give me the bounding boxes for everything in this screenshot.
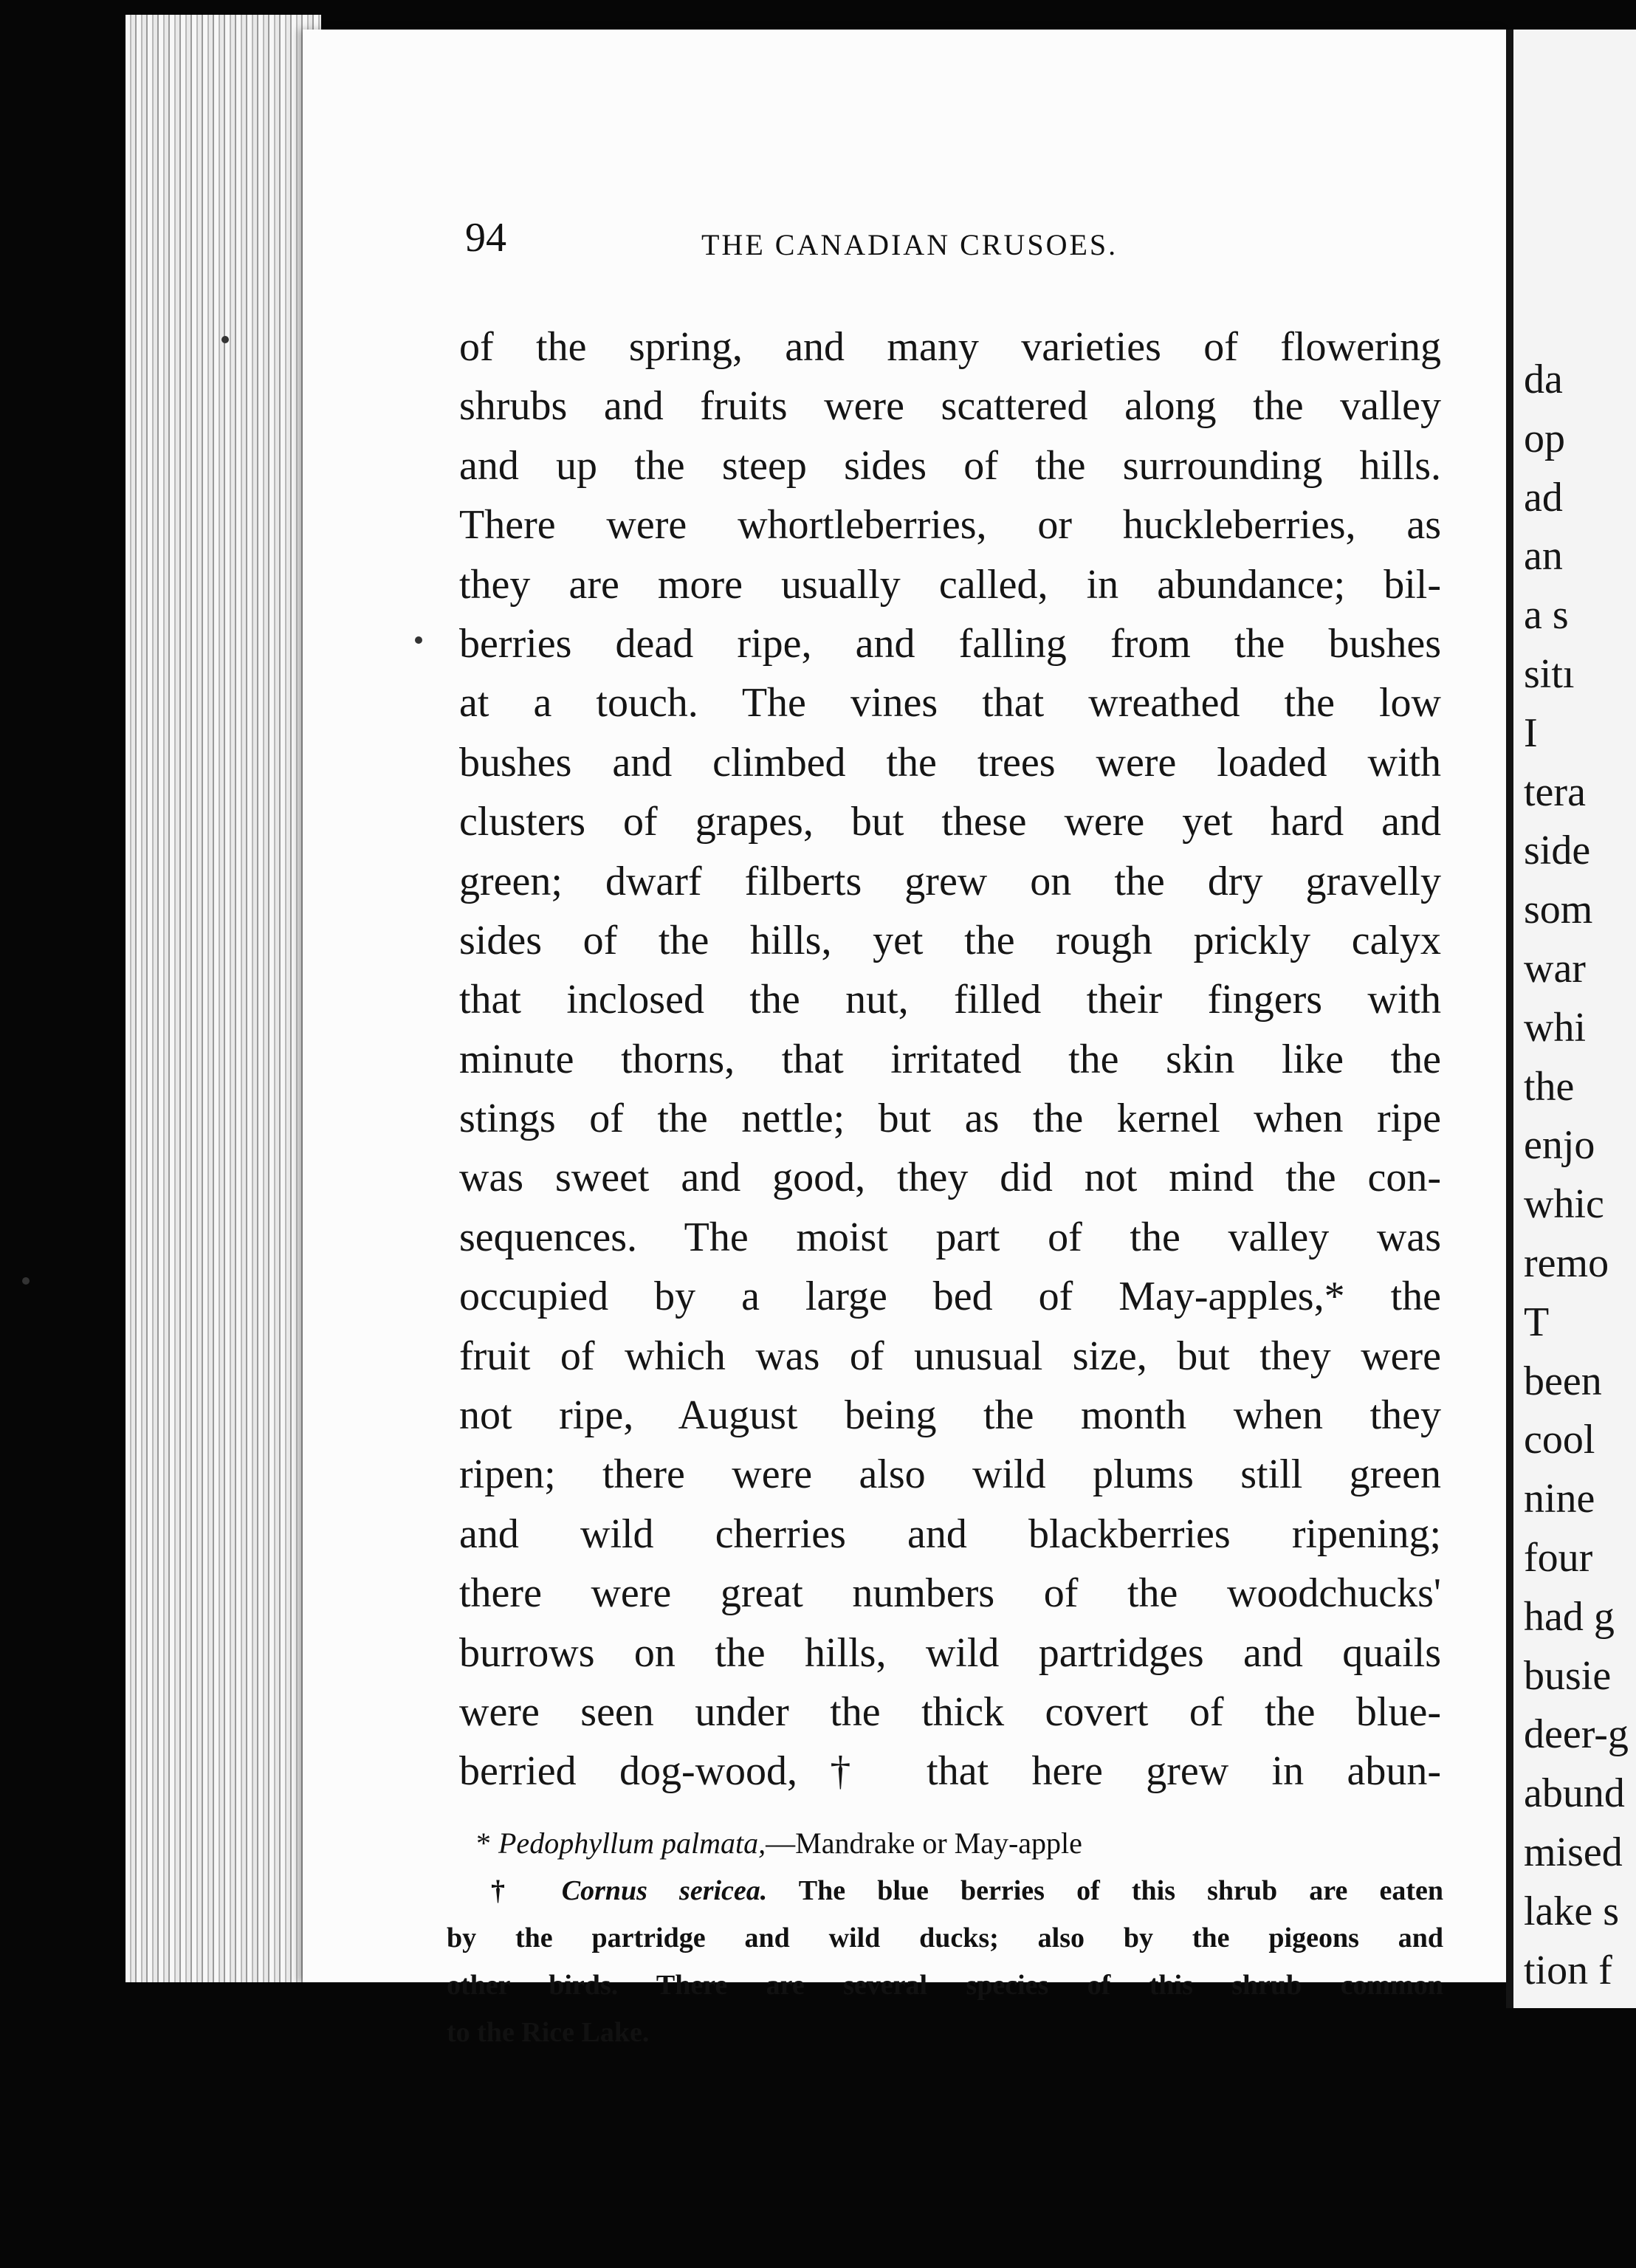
text-line: bushes and climbed the trees were loaded with xyxy=(459,739,1441,786)
page-number: 94 xyxy=(465,215,506,261)
text-fragment: side xyxy=(1524,828,1591,874)
text-line: at a touch. The vines that wreathed the low xyxy=(459,680,1441,726)
book-page-right xyxy=(1506,30,1636,2008)
text-line: occupied by a large bed of May-apples,* the xyxy=(459,1274,1441,1320)
text-fragment: tion f xyxy=(1524,1947,1612,1993)
text-fragment: nine xyxy=(1524,1476,1595,1522)
text-fragment: whic xyxy=(1524,1181,1604,1228)
footnote-term: Cornus sericea. xyxy=(561,1875,768,1906)
footnote-line: to the Rice Lake. xyxy=(447,2017,650,2048)
speck xyxy=(415,636,422,644)
text-fragment: remo xyxy=(1524,1240,1609,1286)
text-line: not ripe, August being the month when they xyxy=(459,1392,1441,1439)
text-fragment: a s xyxy=(1524,592,1569,639)
page-header xyxy=(458,214,1233,273)
text-line: they are more usually called, in abundance; bil- xyxy=(459,561,1441,608)
footnote-line: by the partridge and wild ducks; also by the pigeons and xyxy=(447,1922,1443,1953)
text-fragment: war xyxy=(1524,945,1586,992)
speck xyxy=(22,1277,30,1285)
text-fragment: the xyxy=(1524,1063,1575,1110)
text-fragment: som xyxy=(1524,887,1593,933)
text-line: were seen under the thick covert of the blue- xyxy=(459,1688,1441,1735)
text-line: that inclosed the nut, filled their fingers with xyxy=(459,977,1441,1023)
footnote-term: Pedophyllum palmata, xyxy=(498,1827,766,1860)
text-line: there were great numbers of the woodchucks' xyxy=(459,1570,1441,1617)
footnote-cornus xyxy=(447,1867,1443,1914)
text-line: clusters of grapes, but these were yet hard and xyxy=(459,799,1441,845)
running-head: THE CANADIAN CRUSOES. xyxy=(701,228,1118,261)
text-line: shrubs and fruits were scattered along the valley xyxy=(459,383,1441,430)
text-line: sides of the hills, yet the rough prickly calyx xyxy=(459,917,1441,963)
text-fragment: deer-g xyxy=(1524,1711,1629,1758)
footnote-text: —Mandrake or May-apple xyxy=(766,1827,1082,1860)
text-line: berries dead ripe, and falling from the bushes xyxy=(459,620,1441,667)
text-line: green; dwarf filberts grew on the dry gravelly xyxy=(459,858,1441,904)
text-fragment: been xyxy=(1524,1358,1602,1404)
text-line: sequences. The moist part of the valley was xyxy=(459,1214,1441,1260)
text-fragment: whi xyxy=(1524,1004,1586,1051)
text-line: and wild cherries and blackberries ripening; xyxy=(459,1511,1441,1557)
text-fragment: ad xyxy=(1524,474,1563,520)
footnotes xyxy=(447,1820,1443,2056)
text-fragment: da xyxy=(1524,357,1563,402)
text-line: berried dog-wood,† that here grew in abun- xyxy=(459,1748,1441,1795)
facing-page-text xyxy=(1524,351,1629,2000)
text-line: burrows on the hills, wild partridges and quails xyxy=(459,1629,1441,1676)
page-edges xyxy=(126,15,321,1982)
text-fragment: tera xyxy=(1524,769,1586,815)
text-line: stings of the nettle; but as the kernel when ripe xyxy=(459,1096,1441,1142)
text-fragment: I xyxy=(1524,709,1538,756)
text-fragment: sitı xyxy=(1524,650,1575,697)
text-fragment: busie xyxy=(1524,1652,1612,1699)
text-fragment: lake s xyxy=(1524,1888,1620,1934)
footnote-mandrake xyxy=(447,1820,1443,1867)
body-text xyxy=(459,317,1441,1801)
text-line: There were whortleberries, or huckleberries, as xyxy=(459,502,1441,549)
text-fragment: had g xyxy=(1524,1593,1615,1640)
footnote-marker: * xyxy=(476,1827,491,1860)
text-line: was sweet and good, they did not mind the con- xyxy=(459,1155,1441,1201)
text-fragment: cool xyxy=(1524,1417,1595,1463)
footnote-text: The blue berries of this shrub are eaten xyxy=(798,1875,1443,1906)
text-line: and up the steep sides of the surrounding hills. xyxy=(459,442,1441,489)
text-fragment: an xyxy=(1524,533,1563,580)
speck xyxy=(221,336,229,343)
text-fragment: mised xyxy=(1524,1829,1623,1875)
text-fragment: four xyxy=(1524,1534,1593,1581)
text-fragment: abund xyxy=(1524,1770,1625,1817)
text-fragment: op xyxy=(1524,415,1565,461)
text-line: of the spring, and many varieties of flowering xyxy=(459,324,1441,370)
text-line: minute thorns, that irritated the skin like the xyxy=(459,1036,1441,1082)
text-fragment: enjo xyxy=(1524,1122,1595,1169)
footnote-marker: † xyxy=(491,1875,530,1906)
text-fragment: T xyxy=(1524,1299,1550,1345)
text-line: fruit of which was of unusual size, but they were xyxy=(459,1333,1441,1379)
footnote-line: other birds. There are several species of this shrub common xyxy=(447,1970,1443,2001)
text-line: ripen; there were also wild plums still green xyxy=(459,1451,1441,1498)
